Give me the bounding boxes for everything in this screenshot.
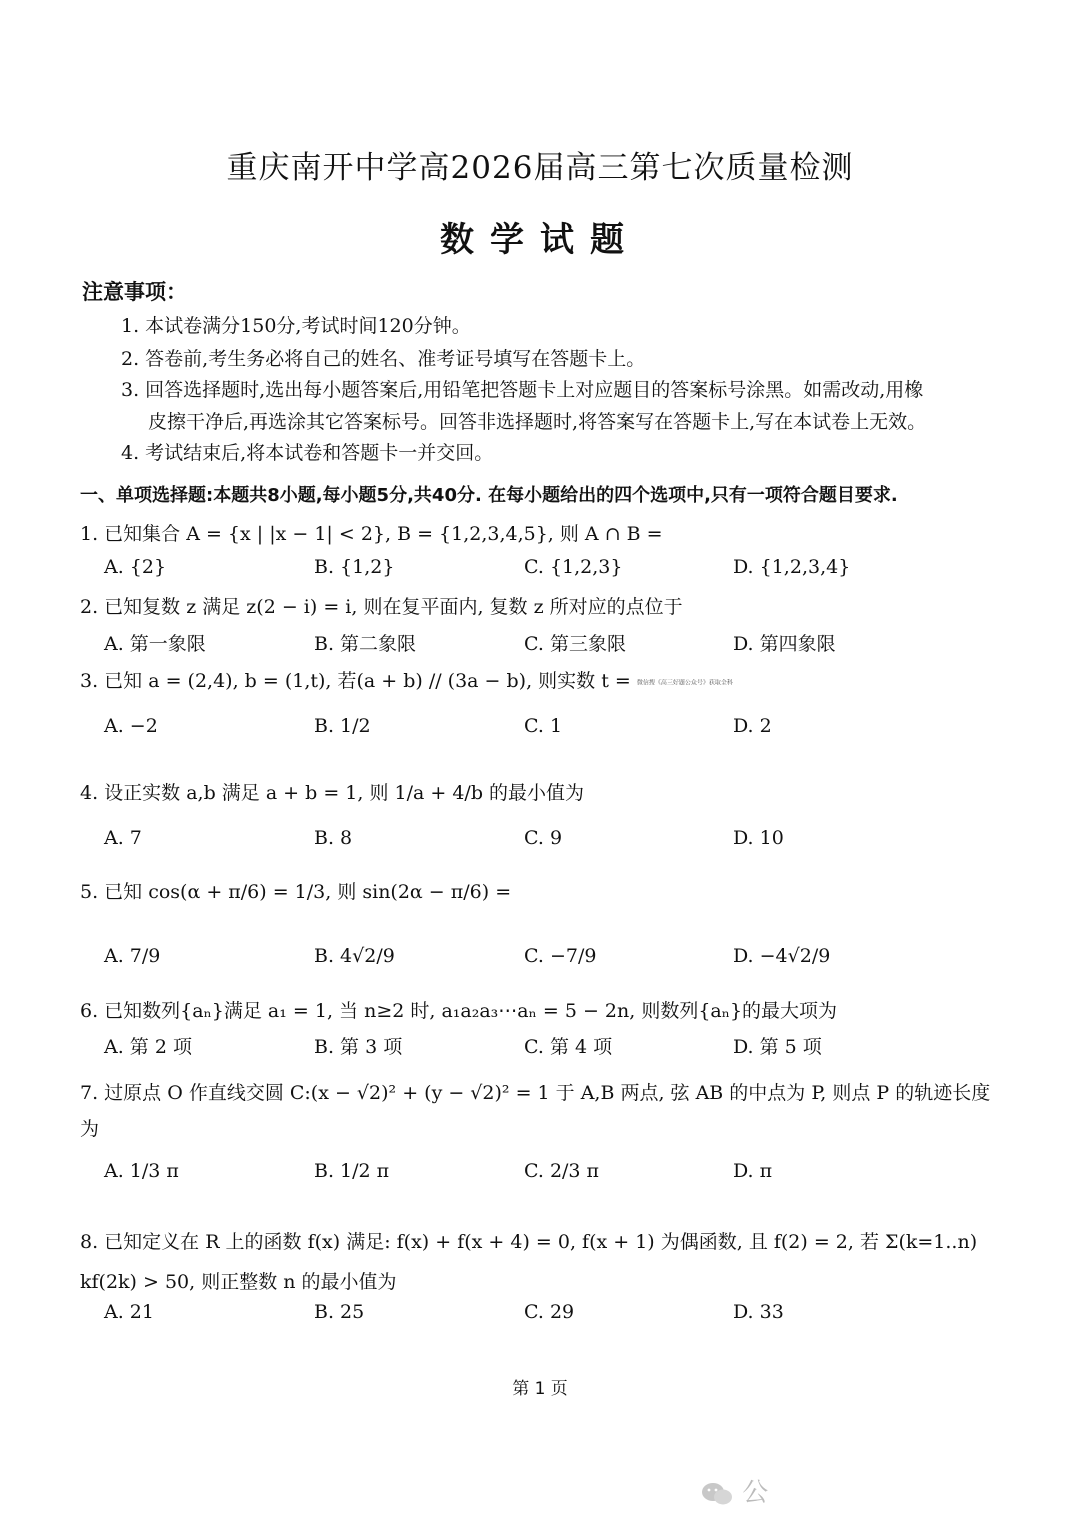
q7-option-c: C. 2/3 π [524,1160,600,1182]
q4-option-a: A. 7 [104,827,142,849]
q2-option-d: D. 第四象限 [733,633,836,655]
q8-option-b: B. 25 [314,1301,365,1323]
q2-option-c: C. 第三象限 [524,633,626,655]
q4-option-c: C. 9 [524,827,563,849]
q1-option-b: B. {1,2} [314,556,395,578]
exam-title: 重庆南开中学高2026届高三第七次质量检测 [226,150,854,186]
question-4-stem: 4. 设正实数 a,b 满足 a + b = 1, 则 1/a + 4/b 的最小值为 [80,782,585,804]
notice-heading: 注意事项： [82,280,187,304]
q5-option-c: C. −7/9 [524,945,597,967]
question-6-stem: 6. 已知数列{aₙ}满足 a₁ = 1, 当 n≥2 时, a₁a₂a₃⋯aₙ = 5 − 2n, 则数列{aₙ}的最大项为 [80,1000,838,1022]
q3-option-d: D. 2 [733,715,772,737]
q3-option-b: B. 1/2 [314,715,371,737]
q8-option-a: A. 21 [104,1301,154,1323]
q3-stem-text: 3. 已知 a = (2,4), b = (1,t), 若(a + b) // (3a − b), 则实数 t = [80,670,631,692]
notice-item: 2. 答卷前,考生务必将自己的姓名、准考证号填写在答题卡上。 [121,348,646,370]
q1-option-d: D. {1,2,3,4} [733,556,851,578]
watermark-text: 公 [742,1478,769,1508]
section-heading: 一、单项选择题:本题共8小题,每小题5分,共40分. 在每小题给出的四个选项中,只有一项符合题目要求. [80,485,898,506]
question-3-stem [80,666,733,693]
question-8-stem: 8. 已知定义在 R 上的函数 f(x) 满足: f(x) + f(x + 4) = 0, f(x + 1) 为偶函数, 且 f(2) = 2, 若 Σ(k=1..n) kf(2k) > 50, 则正整数 n 的最小值为 [80,1231,978,1293]
q8-option-d: D. 33 [733,1301,784,1323]
wechat-icon [700,1481,734,1507]
q3-watermark: 微信搜《高三好题公众号》获取全科 [636,679,733,687]
question-2-stem: 2. 已知复数 z 满足 z(2 − i) = i, 则在复平面内, 复数 z 所对应的点位于 [80,596,683,618]
q2-option-a: A. 第一象限 [104,633,206,655]
q1-option-c: C. {1,2,3} [524,556,623,578]
q6-option-d: D. 第 5 项 [733,1036,822,1058]
page-number: 第 1 页 [512,1379,568,1399]
q6-option-c: C. 第 4 项 [524,1036,613,1058]
q5-option-d: D. −4√2/9 [733,945,831,967]
q5-option-b: B. 4√2/9 [314,945,395,967]
q7-option-a: A. 1/3 π [104,1160,179,1182]
q4-option-b: B. 8 [314,827,353,849]
q1-option-a: A. {2} [104,556,167,578]
q7-option-b: B. 1/2 π [314,1160,390,1182]
q6-option-b: B. 第 3 项 [314,1036,403,1058]
wechat-watermark [700,1472,768,1509]
notice-item: 皮擦干净后,再选涂其它答案标号。回答非选择题时,将答案写在答题卡上,写在本试卷上无效。 [148,411,927,433]
notice-item: 3. 回答选择题时,选出每小题答案后,用铅笔把答题卡上对应题目的答案标号涂黑。如需改动,用橡 [121,379,924,401]
subject-title: 数学试题 [440,220,640,260]
q3-option-a: A. −2 [104,715,158,737]
question-5-stem: 5. 已知 cos(α + π/6) = 1/3, 则 sin(2α − π/6) = [80,881,512,903]
q3-option-c: C. 1 [524,715,563,737]
q4-option-d: D. 10 [733,827,784,849]
question-1-stem: 1. 已知集合 A = {x | |x − 1| < 2}, B = {1,2,3,4,5}, 则 A ∩ B = [80,523,663,545]
q5-option-a: A. 7/9 [104,945,161,967]
q2-option-b: B. 第二象限 [314,633,417,655]
notice-item: 1. 本试卷满分150分,考试时间120分钟。 [121,315,471,337]
q8-option-c: C. 29 [524,1301,575,1323]
question-7-stem: 7. 过原点 O 作直线交圆 C:(x − √2)² + (y − √2)² = 1 于 A,B 两点, 弦 AB 的中点为 P, 则点 P 的轨迹长度为 [80,1082,991,1140]
q6-option-a: A. 第 2 项 [104,1036,192,1058]
q7-option-d: D. π [733,1160,773,1182]
notice-item: 4. 考试结束后,将本试卷和答题卡一并交回。 [121,442,494,464]
